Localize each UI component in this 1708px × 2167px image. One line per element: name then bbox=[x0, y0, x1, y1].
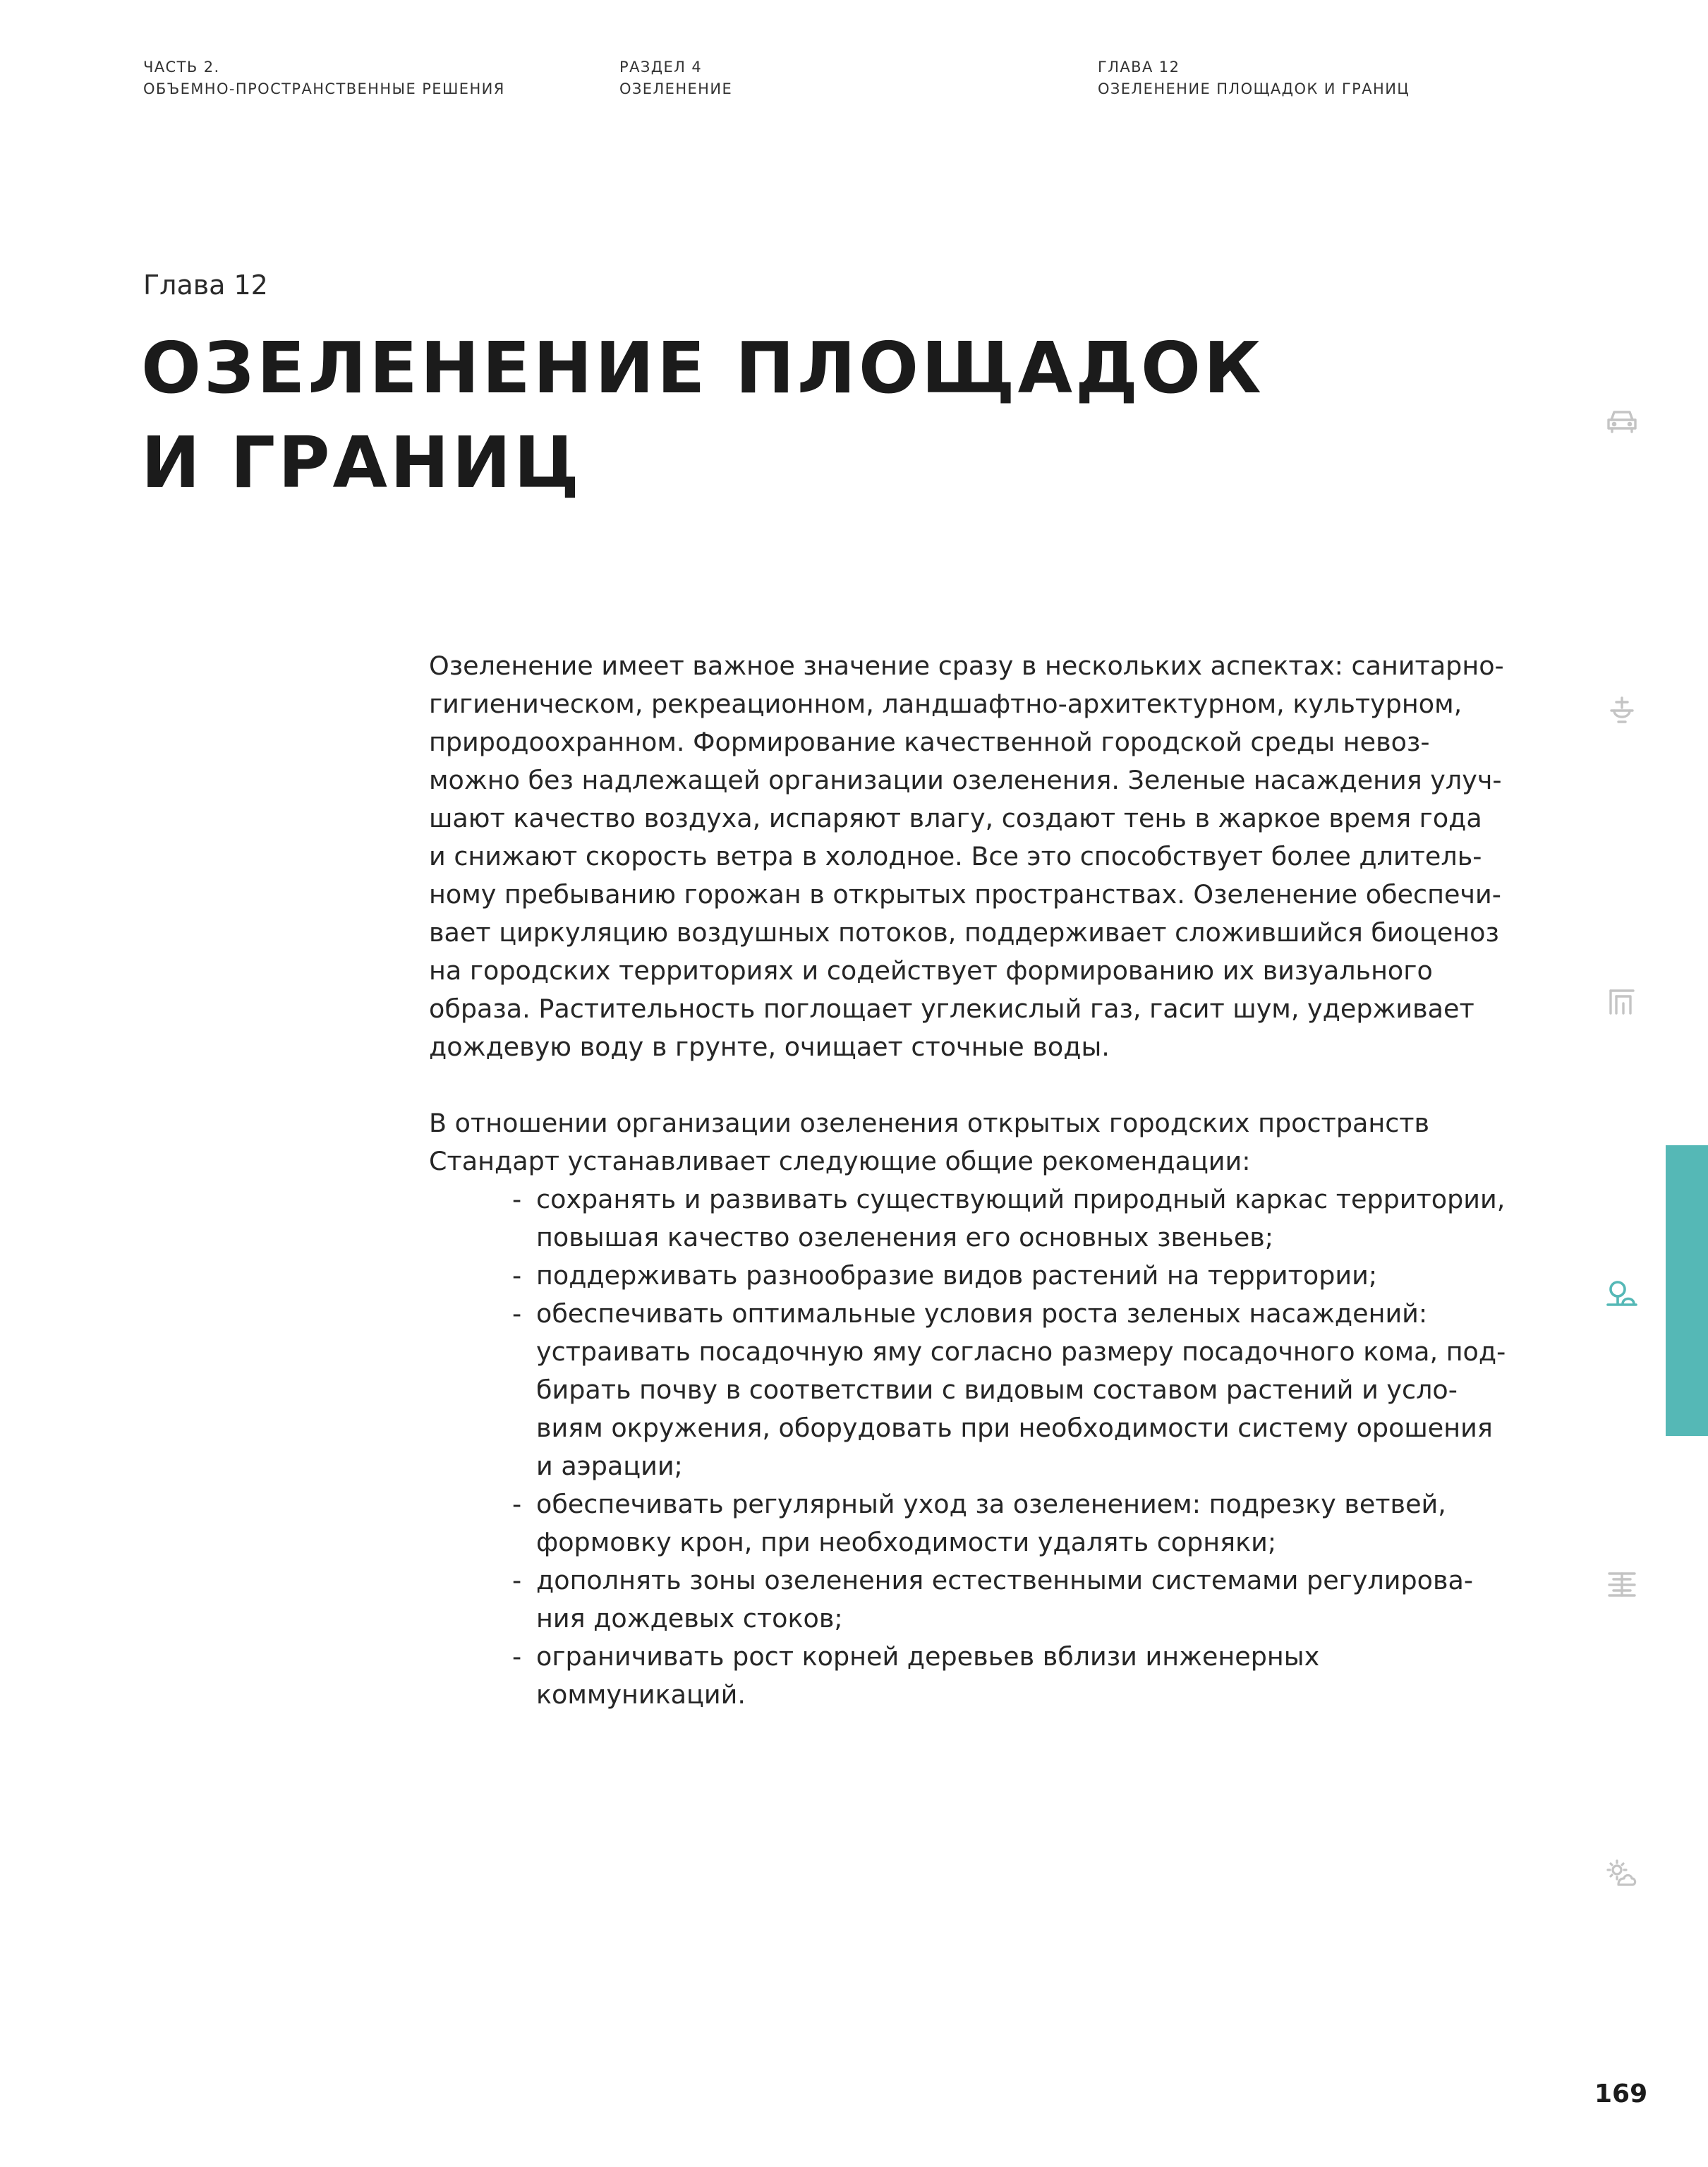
list-item-line bbox=[429, 1257, 1537, 1295]
list-item-text: обеспечивать регулярный уход за озеленением: подрезку ветвей, bbox=[536, 1489, 1446, 1519]
text-line: вает циркуляцию воздушных потоков, поддерживает сложившийся биоценоз bbox=[429, 917, 1499, 948]
text-line: шают качество воздуха, испаряют влагу, создают тень в жаркое время года bbox=[429, 803, 1482, 833]
text-line: гигиеническом, рекреационном, ландшафтно-архитектурном, культурном, bbox=[429, 689, 1462, 719]
bullet-dash: - bbox=[512, 1260, 522, 1291]
list-item bbox=[429, 1485, 1537, 1562]
chapter-title-line: ОЗЕЛЕНЕНИЕ ПЛОЩАДОК bbox=[141, 327, 1264, 409]
gate-icon[interactable] bbox=[1604, 984, 1640, 1019]
list-item-text: сохранять и развивать существующий природный каркас территории, bbox=[536, 1184, 1506, 1214]
running-head-part bbox=[143, 56, 505, 100]
list-item-text: и аэрации; bbox=[536, 1451, 683, 1481]
list-item-line bbox=[429, 1447, 1537, 1485]
bullet-dash: - bbox=[512, 1489, 522, 1519]
list-item bbox=[429, 1181, 1537, 1257]
text-line: на городских территориях и содействует формированию их визуального bbox=[429, 955, 1433, 986]
list-item-line bbox=[429, 1638, 1537, 1676]
active-section-tab[interactable] bbox=[1666, 1145, 1708, 1436]
list-item-line bbox=[429, 1600, 1537, 1638]
list-item-text: устраивать посадочную яму согласно размеру посадочного кома, под- bbox=[536, 1336, 1506, 1367]
recommendations-intro bbox=[429, 1104, 1537, 1181]
list-item-line bbox=[429, 1295, 1537, 1333]
chapter-title-line: И ГРАНИЦ bbox=[141, 421, 583, 504]
running-head-chapter bbox=[1098, 56, 1410, 100]
list-item-text: коммуникаций. bbox=[536, 1679, 746, 1710]
chapter-label: Глава 12 bbox=[143, 270, 268, 301]
list-item-text: ограничивать рост корней деревьев вблизи инженерных bbox=[536, 1641, 1320, 1672]
list-item-text: обеспечивать оптимальные условия роста зеленых насаждений: bbox=[536, 1298, 1428, 1329]
list-item-line bbox=[429, 1333, 1537, 1371]
list-item-line bbox=[429, 1523, 1537, 1562]
bullet-dash: - bbox=[512, 1184, 522, 1214]
running-head-section-number: РАЗДЕЛ 4 bbox=[619, 59, 703, 76]
running-head-part-number: ЧАСТЬ 2. bbox=[143, 59, 220, 76]
list-item-line bbox=[429, 1219, 1537, 1257]
list-item bbox=[429, 1295, 1537, 1485]
running-head-section bbox=[619, 56, 732, 100]
running-head-part-title: ОБЪЕМНО-ПРОСТРАНСТВЕННЫЕ РЕШЕНИЯ bbox=[143, 80, 505, 97]
chapter-title bbox=[141, 321, 1264, 510]
list-item-line bbox=[429, 1562, 1537, 1600]
text-line: Озеленение имеет важное значение сразу в нескольких аспектах: санитарно- bbox=[429, 651, 1504, 681]
bullet-dash: - bbox=[512, 1641, 522, 1672]
bullet-dash: - bbox=[512, 1298, 522, 1329]
list-item bbox=[429, 1638, 1537, 1714]
text-line: и снижают скорость ветра в холодное. Все это способствует более длитель- bbox=[429, 841, 1482, 871]
list-item-line bbox=[429, 1371, 1537, 1409]
text-line: образа. Растительность поглощает углекислый газ, гасит шум, удерживает bbox=[429, 994, 1474, 1024]
weather-icon[interactable] bbox=[1604, 1857, 1640, 1892]
recommendations-list bbox=[429, 1181, 1537, 1714]
list-item-text: дополнять зоны озеленения естественными системами регулирова- bbox=[536, 1565, 1474, 1595]
list-item-line bbox=[429, 1485, 1537, 1523]
bullet-dash: - bbox=[512, 1565, 522, 1595]
running-head-section-title: ОЗЕЛЕНЕНИЕ bbox=[619, 80, 733, 97]
list-item-text: формовку крон, при необходимости удалять сорняки; bbox=[536, 1527, 1277, 1557]
running-head-chapter-number: ГЛАВА 12 bbox=[1098, 59, 1180, 76]
fountain-icon[interactable] bbox=[1604, 692, 1640, 728]
paragraph-gap bbox=[429, 1066, 1537, 1104]
text-line: природоохранном. Формирование качественной городской среды невоз- bbox=[429, 727, 1430, 757]
list-item-text: ния дождевых стоков; bbox=[536, 1603, 843, 1634]
list-item bbox=[429, 1257, 1537, 1295]
text-line: можно без надлежащей организации озеленения. Зеленые насаждения улуч- bbox=[429, 765, 1502, 795]
page-number: 169 bbox=[1594, 2080, 1648, 2108]
chapter-body bbox=[429, 647, 1537, 1714]
text-line: В отношении организации озеленения открытых городских пространств bbox=[429, 1108, 1430, 1138]
list-item-line bbox=[429, 1409, 1537, 1447]
list-item bbox=[429, 1562, 1537, 1638]
text-line: дождевую воду в грунте, очищает сточные воды. bbox=[429, 1032, 1110, 1062]
list-item-text: бирать почву в соответствии с видовым составом растений и усло- bbox=[536, 1375, 1458, 1405]
text-line: Стандарт устанавливает следующие общие рекомендации: bbox=[429, 1146, 1251, 1176]
list-item-line bbox=[429, 1676, 1537, 1714]
text-line: ному пребыванию горожан в открытых пространствах. Озеленение обеспечи- bbox=[429, 879, 1501, 910]
list-item-text: поддерживать разнообразие видов растений на территории; bbox=[536, 1260, 1378, 1291]
tree-icon[interactable] bbox=[1604, 1276, 1640, 1311]
list-item-text: виям окружения, оборудовать при необходимости систему орошения bbox=[536, 1413, 1493, 1443]
list-item-text: повышая качество озеленения его основных звеньев; bbox=[536, 1222, 1274, 1252]
intro-paragraph bbox=[429, 647, 1537, 1066]
car-icon[interactable] bbox=[1604, 403, 1640, 438]
list-item-line bbox=[429, 1181, 1537, 1219]
running-head-chapter-title: ОЗЕЛЕНЕНИЕ ПЛОЩАДОК И ГРАНИЦ bbox=[1098, 80, 1410, 97]
drainage-icon[interactable] bbox=[1604, 1566, 1640, 1601]
